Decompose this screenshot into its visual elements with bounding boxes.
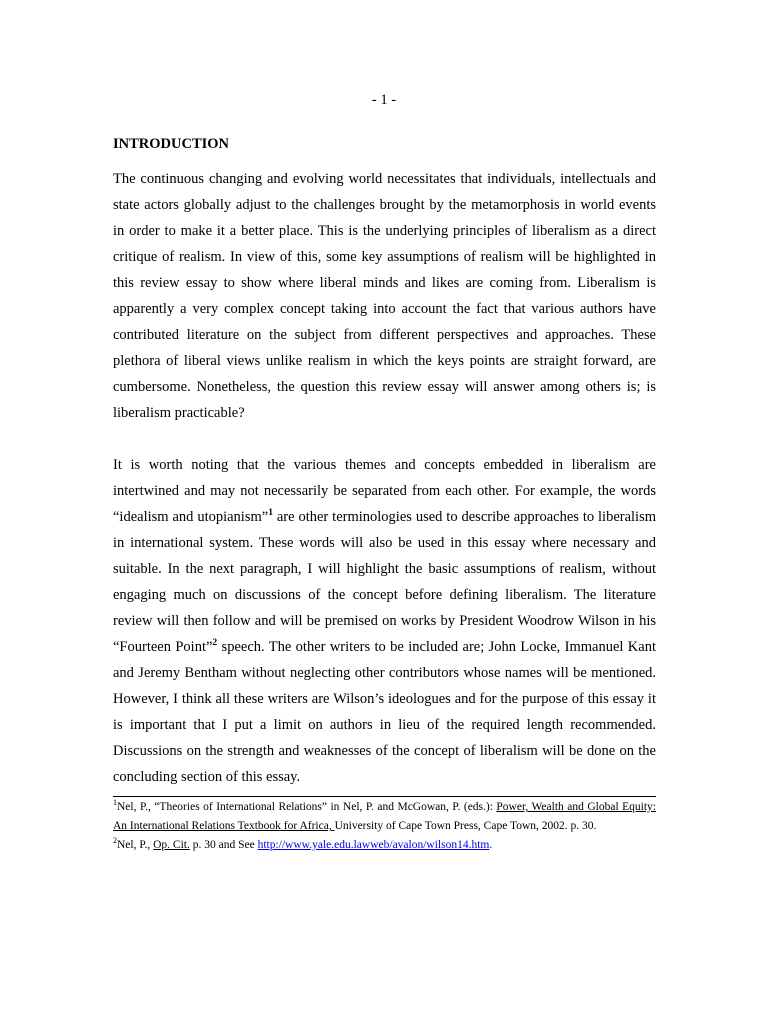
footnote-1 [113,798,656,836]
footnote-2-end: . [489,839,493,851]
footnote-2-text: Nel, P., [117,839,154,851]
paragraph-2-part-2: are other terminologies used to describe approaches to liberalism in international system. These words will also be used in this essay where necessary and suitable. In the next paragraph, I will highlight the basic assumptions of realism, without engaging much on discussions of the concept before defining liberalism. The literature review will then follow and will be premised on works by President Woodrow Wilson in his “Fourteen Point” [113,509,656,655]
footnote-1-text: Nel, P., “Theories of International Relations” in Nel, P. and McGowan, P. (eds.): [117,801,497,813]
footnote-2-marker: 2 [113,836,117,846]
paragraph-2 [113,452,656,790]
footnotes [113,796,656,855]
paragraph-1: The continuous changing and evolving world necessitates that individuals, intellectuals and state actors globally adjust to the challenges brought by the metamorphosis in world events in order to make it a better place. This is the underlying principles of liberalism as a direct critique of realism. In view of this, some key assumptions of realism will be highlighted in this review essay to show where liberal minds and likes are coming from. Liberalism is apparently a very complex concept taking into account the fact that various authors have contributed literature on the subject from different perspectives and approaches. These plethora of liberal views unlike realism in which the keys points are straight forward, are cumbersome. Nonetheless, the question this review essay will answer among others is; is liberalism practicable? [113,171,656,421]
page-number: - 1 - [371,92,397,108]
paragraph-2-part-1: It is worth noting that the various themes and concepts embedded in liberalism are intertwined and may not necessarily be separated from each other. For example, the words “idealism and utopianism” [113,457,656,525]
footnote-1-marker: 1 [113,798,117,808]
footnote-ref-2: 2 [212,638,218,649]
footnote-1-book-title: Power, Wealth and Global Equity: An International Relations Textbook for Africa, [113,801,656,832]
footnote-2-link[interactable]: http://www.yale.edu.lawweb/avalon/wilson14.htm [257,839,490,851]
footnote-1-publisher: University of Cape Town Press, Cape Town, 2002. p. 30. [334,820,597,832]
footnote-ref-1: 1 [268,508,273,519]
paragraph-2-part-3: speech. The other writers to be included are; John Locke, Immanuel Kant and Jeremy Bentham without neglecting other contributors whose names will be mentioned. However, I think all these writers are Wilson’s ideologues and for the purpose of this essay it is important that I put a limit on authors in lieu of the required length recommended. Discussions on the strength and weaknesses of the concept of liberalism will be done on the concluding section of this essay. [113,639,656,785]
footnote-divider [113,796,656,797]
section-heading: INTRODUCTION [113,136,230,152]
footnote-2 [113,836,656,855]
footnote-2-middle: p. 30 and See [189,839,258,851]
footnote-2-op-cit: Op. Cit. [153,839,190,851]
